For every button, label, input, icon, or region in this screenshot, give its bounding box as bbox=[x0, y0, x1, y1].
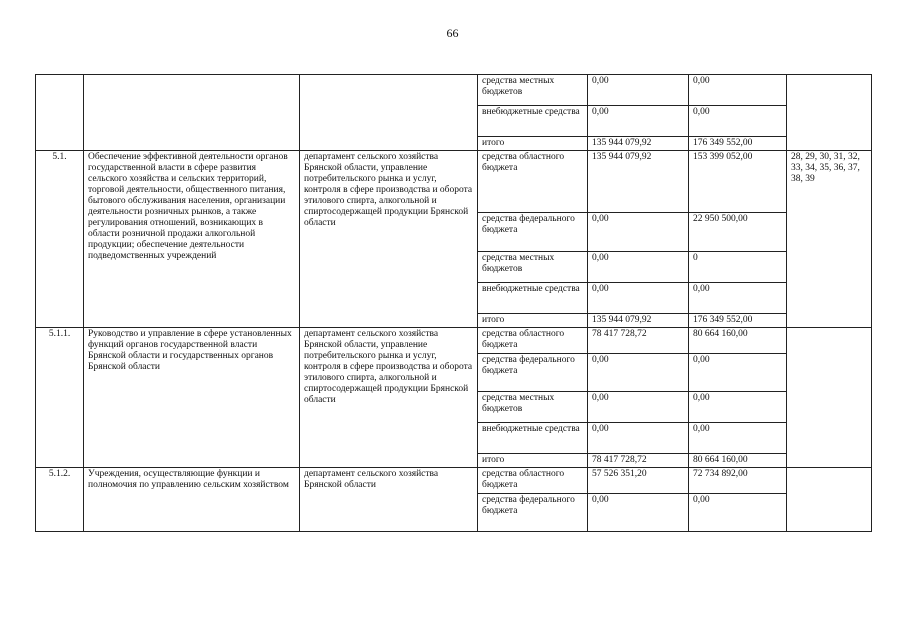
executor-cell: департамент сельского хозяйства Брянской области, управление потребительского рынка и услуг, контроля в сфере производства и оборота этилового спирта, алкогольной и спиртосодержащей продукции Брянской области bbox=[300, 328, 478, 468]
amount-2021-cell: 0,00 bbox=[689, 283, 787, 314]
funding-source-cell: средства федерального бюджета bbox=[478, 354, 588, 392]
table-row bbox=[36, 151, 872, 213]
row-number-cell: 5.1.1. bbox=[36, 328, 84, 468]
row-number-cell: 5.1.2. bbox=[36, 468, 84, 532]
amount-2021-cell: 176 349 552,00 bbox=[689, 137, 787, 151]
table-row bbox=[36, 468, 872, 494]
amount-2020-cell: 135 944 079,92 bbox=[588, 151, 689, 213]
row-number-cell bbox=[36, 75, 84, 151]
funding-source-cell: средства местных бюджетов bbox=[478, 392, 588, 423]
funding-source-cell: итого bbox=[478, 454, 588, 468]
funding-source-cell: итого bbox=[478, 314, 588, 328]
funding-source-cell: внебюджетные средства bbox=[478, 106, 588, 137]
measure-name-cell bbox=[84, 75, 300, 151]
funding-source-cell: средства местных бюджетов bbox=[478, 75, 588, 106]
amount-2021-cell: 0,00 bbox=[689, 423, 787, 454]
funding-source-cell: средства областного бюджета bbox=[478, 151, 588, 213]
executor-cell: департамент сельского хозяйства Брянской области bbox=[300, 468, 478, 532]
amount-2021-cell: 153 399 052,00 bbox=[689, 151, 787, 213]
amount-2020-cell: 0,00 bbox=[588, 252, 689, 283]
amount-2021-cell: 22 950 500,00 bbox=[689, 213, 787, 252]
amount-2021-cell: 0,00 bbox=[689, 494, 787, 532]
funding-source-cell: внебюджетные средства bbox=[478, 283, 588, 314]
amount-2020-cell: 135 944 079,92 bbox=[588, 314, 689, 328]
amount-2020-cell: 135 944 079,92 bbox=[588, 137, 689, 151]
amount-2020-cell: 0,00 bbox=[588, 392, 689, 423]
funding-source-cell: внебюджетные средства bbox=[478, 423, 588, 454]
amount-2020-cell: 78 417 728,72 bbox=[588, 454, 689, 468]
amount-2021-cell: 0,00 bbox=[689, 75, 787, 106]
amount-2020-cell: 0,00 bbox=[588, 283, 689, 314]
amount-2020-cell: 0,00 bbox=[588, 354, 689, 392]
amount-2021-cell: 80 664 160,00 bbox=[689, 454, 787, 468]
amount-2020-cell: 0,00 bbox=[588, 213, 689, 252]
amount-2021-cell: 0,00 bbox=[689, 106, 787, 137]
amount-2021-cell: 80 664 160,00 bbox=[689, 328, 787, 354]
amount-2021-cell: 176 349 552,00 bbox=[689, 314, 787, 328]
amount-2021-cell: 72 734 892,00 bbox=[689, 468, 787, 494]
funding-source-cell: итого bbox=[478, 137, 588, 151]
measure-name-cell: Руководство и управление в сфере установленных функций органов государственной власти Брянской области и государственных органов Брянской области bbox=[84, 328, 300, 468]
table-row bbox=[36, 75, 872, 106]
funding-source-cell: средства областного бюджета bbox=[478, 468, 588, 494]
funding-source-cell: средства федерального бюджета bbox=[478, 213, 588, 252]
amount-2021-cell: 0,00 bbox=[689, 392, 787, 423]
funding-source-cell: средства федерального бюджета bbox=[478, 494, 588, 532]
indicators-cell bbox=[787, 468, 872, 532]
amount-2021-cell: 0,00 bbox=[689, 354, 787, 392]
page-number: 66 bbox=[446, 26, 459, 40]
amount-2020-cell: 57 526 351,20 bbox=[588, 468, 689, 494]
funding-source-cell: средства областного бюджета bbox=[478, 328, 588, 354]
indicators-cell: 28, 29, 30, 31, 32, 33, 34, 35, 36, 37, 38, 39 bbox=[787, 151, 872, 328]
amount-2020-cell: 78 417 728,72 bbox=[588, 328, 689, 354]
amount-2020-cell: 0,00 bbox=[588, 106, 689, 137]
amount-2021-cell: 0 bbox=[689, 252, 787, 283]
amount-2020-cell: 0,00 bbox=[588, 75, 689, 106]
indicators-cell bbox=[787, 75, 872, 151]
funding-source-cell: средства местных бюджетов bbox=[478, 252, 588, 283]
indicators-cell bbox=[787, 328, 872, 468]
table-row bbox=[36, 328, 872, 354]
executor-cell: департамент сельского хозяйства Брянской области, управление потребительского рынка и услуг, контроля в сфере производства и оборота этилового спирта, алкогольной и спиртосодержащей продукции Брянской области bbox=[300, 151, 478, 328]
amount-2020-cell: 0,00 bbox=[588, 494, 689, 532]
measure-name-cell: Обеспечение эффективной деятельности органов государственной власти в сфере развития сельского хозяйства и сельских территорий, торговой деятельности, общественного питания, бытового обслуживания населения, организации деятельности розничных рынков, а также регулирования отношений, возникающих в области розничной продажи алкогольной продукции; обеспечение деятельности подведомственных учреждений bbox=[84, 151, 300, 328]
amount-2020-cell: 0,00 bbox=[588, 423, 689, 454]
budget-table bbox=[35, 74, 872, 532]
measure-name-cell: Учреждения, осуществляющие функции и полномочия по управлению сельским хозяйством bbox=[84, 468, 300, 532]
executor-cell bbox=[300, 75, 478, 151]
row-number-cell: 5.1. bbox=[36, 151, 84, 328]
